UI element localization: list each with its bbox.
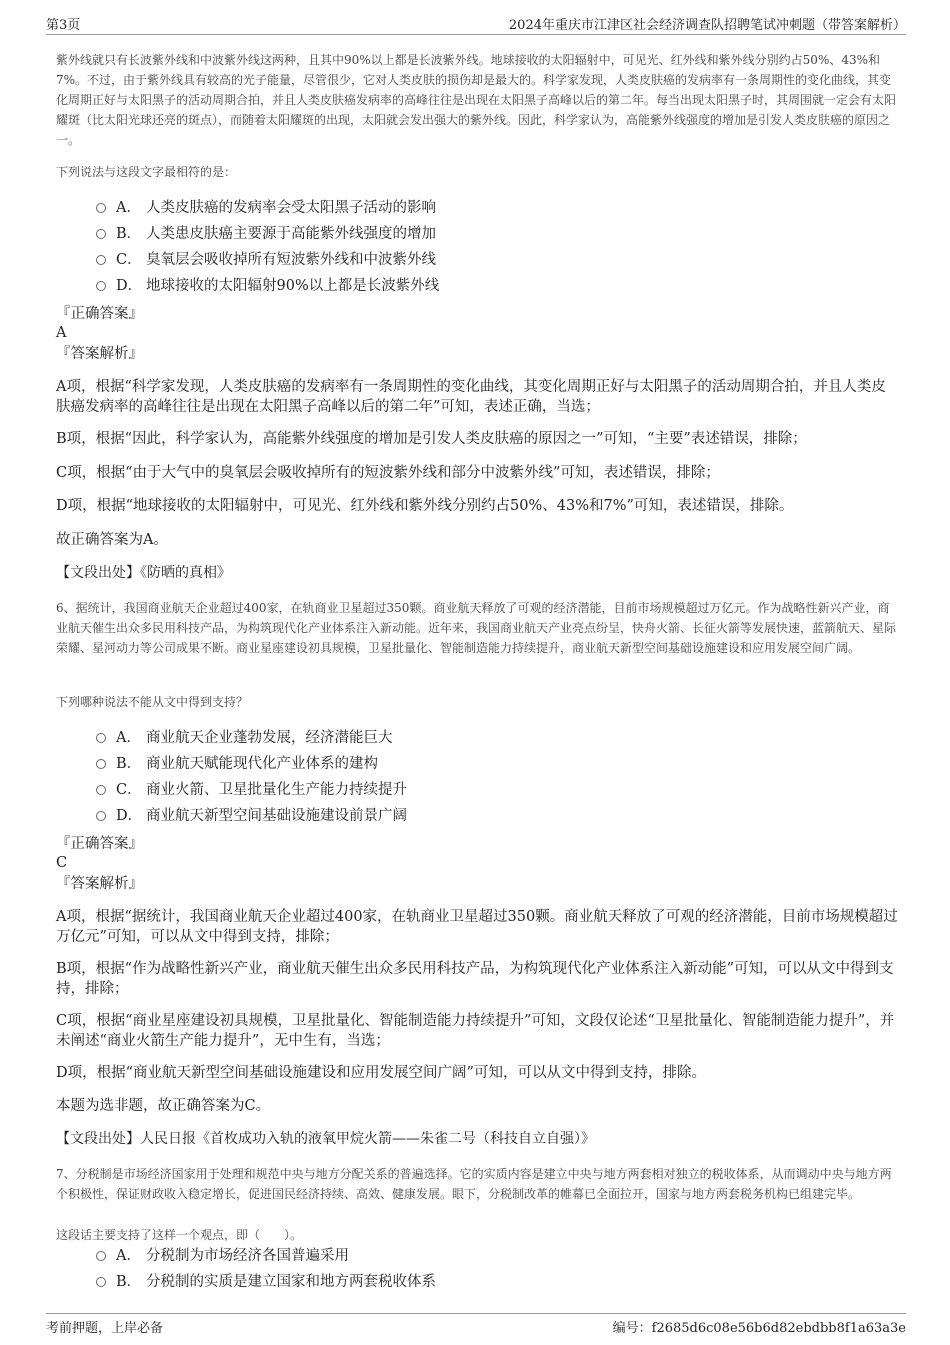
q5-option-b[interactable]: B． 人类患皮肤癌主要源于高能紫外线强度的增加: [96, 221, 439, 247]
footer-slogan: 考前押题，上岸必备: [46, 1321, 164, 1336]
q5-option-a[interactable]: A． 人类皮肤癌的发病率会受太阳黑子活动的影响: [96, 195, 439, 221]
radio-icon[interactable]: [96, 1277, 106, 1287]
q5-analysis-b: B项，根据“因此，科学家认为，高能紫外线强度的增加是引发人类皮肤癌的原因之一”可知，“主要”表述错误，排除；: [56, 431, 807, 447]
q6-option-a[interactable]: A． 商业航天企业蓬勃发展，经济潜能巨大: [96, 725, 407, 751]
radio-icon[interactable]: [96, 811, 106, 821]
document-title: 2024年重庆市江津区社会经济调查队招聘笔试冲刺题（带答案解析）: [508, 18, 906, 33]
q6-options: [96, 725, 407, 829]
document-id: 编号：f2685d6c08e56b6d82ebdbb8f1a63a3e: [612, 1321, 906, 1336]
radio-icon[interactable]: [96, 785, 106, 795]
q5-options: [96, 195, 439, 299]
q5-analysis-a: A项，根据“科学家发现，人类皮肤癌的发病率有一条周期性的变化曲线，其变化周期正好与太阳黑子的活动周期合拍，并且人类皮肤癌发病率的高峰往往是出现在太阳黑子高峰以后的第二年”可知，表述正确，当选；: [56, 379, 886, 415]
radio-icon[interactable]: [96, 1251, 106, 1261]
option-text: 商业火箭、卫星批量化生产能力持续提升: [146, 782, 407, 798]
q5-conclusion: 故正确答案为A。: [56, 532, 168, 548]
q5-analysis-c: C项，根据“由于大气中的臭氧层会吸收掉所有的短波紫外线和部分中波紫外线”可知，表述错误，排除；: [56, 465, 720, 481]
q5-source: 【文段出处】《防晒的真相》: [56, 565, 231, 581]
radio-icon[interactable]: [96, 281, 106, 291]
option-text: 人类皮肤癌的发病率会受太阳黑子活动的影响: [146, 200, 436, 216]
q6-answer: C: [56, 855, 68, 871]
q6-conclusion: 本题为选非题，故正确答案为C。: [56, 1098, 271, 1114]
q6-analysis-a: A项，根据“据统计，我国商业航天企业超过400家，在轨商业卫星超过350颗。商业航天释放了可观的经济潜能，目前市场规模超过万亿元”可知，可以从文中得到支持，排除；: [56, 909, 898, 945]
q6-source: 【文段出处】人民日报《首枚成功入轨的液氧甲烷火箭——朱雀二号（科技自立自强）》: [56, 1131, 595, 1147]
option-text: 地球接收的太阳辐射90%以上都是长波紫外线: [146, 278, 440, 294]
q7-question: 这段话主要支持了这样一个观点，即（ ）。: [56, 1228, 303, 1242]
q6-answer-label: 『正确答案』: [56, 836, 143, 852]
q6-passage: 6、据统计，我国商业航天企业超过400家，在轨商业卫星超过350颗。商业航天释放了可观的经济潜能，目前市场规模超过万亿元。作为战略性新兴产业，商业航天催生出众多民用科技产品，为构筑现代化产业体系注入新动能。近年来，我国商业航天产业亮点纷呈，快舟火箭、长征火箭等发展快速，蓝箭航天、星际荣耀、星河动力等公司成果不断。商业星座建设初具规模，卫星批量化、智能制造能力持续提升，商业航天新型空间基础设施建设和应用发展空间广阔。: [56, 601, 897, 655]
page-footer: [46, 1313, 906, 1334]
q6-option-b[interactable]: B． 商业航天赋能现代化产业体系的建构: [96, 751, 407, 777]
q6-option-c[interactable]: C． 商业火箭、卫星批量化生产能力持续提升: [96, 777, 407, 803]
page-header: [46, 12, 906, 35]
option-text: 商业航天企业蓬勃发展，经济潜能巨大: [146, 730, 393, 746]
q6-analysis-label: 『答案解析』: [56, 876, 143, 892]
q5-answer-label: 『正确答案』: [56, 306, 143, 322]
radio-icon[interactable]: [96, 733, 106, 743]
q7-options: [96, 1243, 436, 1295]
q7-option-a[interactable]: A． 分税制为市场经济各国普遍采用: [96, 1243, 436, 1269]
option-text: 分税制的实质是建立国家和地方两套税收体系: [146, 1274, 436, 1290]
option-text: 商业航天赋能现代化产业体系的建构: [146, 756, 378, 772]
q7-passage: 7、分税制是市场经济国家用于处理和规范中央与地方分配关系的普遍选择。它的实质内容是建立中央与地方两套相对独立的税收体系，从而调动中央与地方两个积极性，保证财政收入稳定增长，促进国民经济持续、高效、健康发展。眼下，分税制改革的帷幕已全面拉开，国家与地方两套税务机构已组建完毕。: [56, 1167, 892, 1201]
q5-passage: 紫外线就只有长波紫外线和中波紫外线这两种，且其中90%以上都是长波紫外线。地球接收的太阳辐射中，可见光、红外线和紫外线分别约占50%、43%和7%。不过，由于紫外线具有较高的光子能量，尽管很少，它对人类皮肤的损伤却是最大的。科学家发现，人类皮肤癌的发病率有一条周期性的变化曲线，其变化周期正好与太阳黑子的活动周期合拍，并且人类皮肤癌发病率的高峰往往是出现在太阳黑子高峰以后的第二年。每当出现太阳黑子时，其周围就一定会有太阳耀斑（比太阳光球还亮的斑点），而随着太阳耀斑的出现，太阳就会发出强大的紫外线。因此，科学家认为，高能紫外线强度的增加是引发人类皮肤癌的原因之一。: [56, 53, 897, 147]
q7-option-b[interactable]: B． 分税制的实质是建立国家和地方两套税收体系: [96, 1269, 436, 1295]
radio-icon[interactable]: [96, 255, 106, 265]
q5-option-d[interactable]: D． 地球接收的太阳辐射90%以上都是长波紫外线: [96, 273, 439, 299]
q5-analysis-label: 『答案解析』: [56, 346, 143, 362]
option-text: 商业航天新型空间基础设施建设前景广阔: [146, 808, 407, 824]
option-text: 臭氧层会吸收掉所有短波紫外线和中波紫外线: [146, 252, 436, 268]
q6-analysis-c: C项，根据“商业星座建设初具规模，卫星批量化、智能制造能力持续提升”可知，文段仅论述“卫星批量化、智能制造能力提升”，并未阐述“商业火箭生产能力提升”，无中生有，当选；: [56, 1013, 895, 1049]
q5-option-c[interactable]: C． 臭氧层会吸收掉所有短波紫外线和中波紫外线: [96, 247, 439, 273]
option-text: 人类患皮肤癌主要源于高能紫外线强度的增加: [146, 226, 436, 242]
q5-analysis-d: D项，根据“地球接收的太阳辐射中，可见光、红外线和紫外线分别约占50%、43%和7%”可知，表述错误，排除。: [56, 498, 794, 514]
option-text: 分税制为市场经济各国普遍采用: [146, 1248, 349, 1264]
q6-question: 下列哪种说法不能从文中得到支持？: [56, 695, 249, 709]
q6-option-d[interactable]: D． 商业航天新型空间基础设施建设前景广阔: [96, 803, 407, 829]
q5-answer: A: [56, 325, 67, 341]
radio-icon[interactable]: [96, 203, 106, 213]
q5-question: 下列说法与这段文字最相符的是：: [56, 165, 237, 179]
q6-analysis-d: D项，根据“商业航天新型空间基础设施建设和应用发展空间广阔”可知，可以从文中得到支持，排除。: [56, 1065, 706, 1081]
radio-icon[interactable]: [96, 229, 106, 239]
radio-icon[interactable]: [96, 759, 106, 769]
page-number: 第3页: [46, 18, 81, 33]
q6-analysis-b: B项，根据“作为战略性新兴产业，商业航天催生出众多民用科技产品，为构筑现代化产业体系注入新动能”可知，可以从文中得到支持，排除；: [56, 961, 894, 997]
